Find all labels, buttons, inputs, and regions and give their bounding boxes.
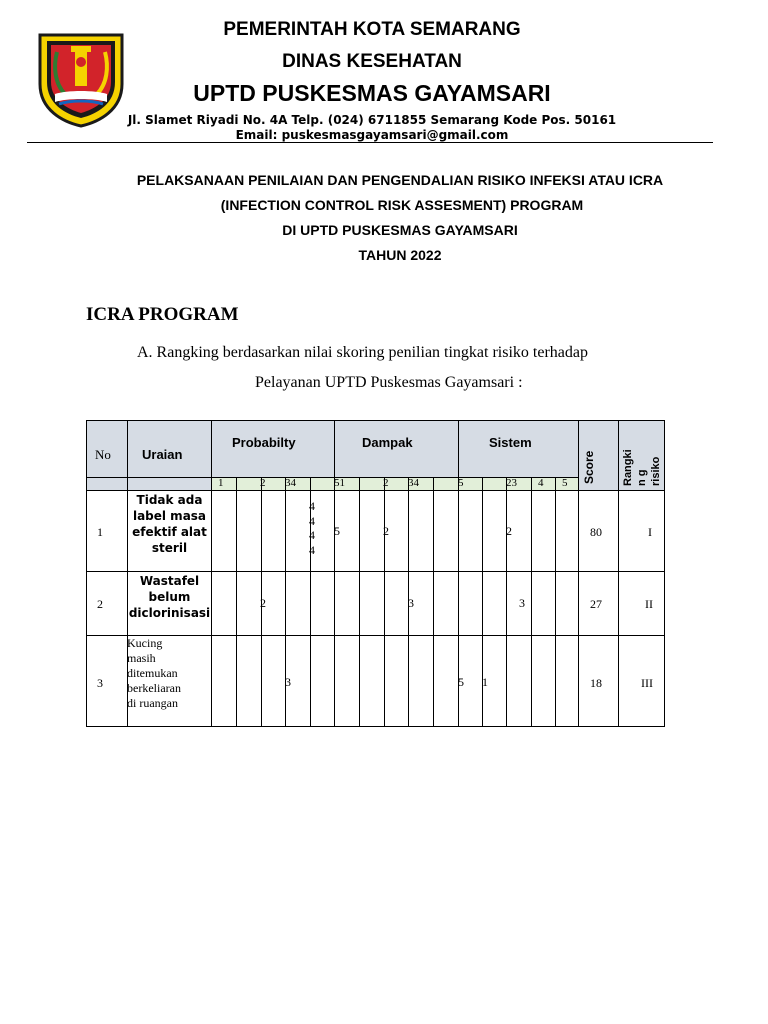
letterhead-email: Email: puskesmasgayamsari@gmail.com: [235, 128, 509, 142]
subheader-s23: 23: [506, 477, 517, 489]
title-line-3: DI UPTD PUSKESMAS GAYAMSARI: [282, 222, 518, 238]
subheader-p1: 1: [218, 477, 224, 489]
row-2-sistem-3: 3: [519, 596, 525, 610]
row-3-uraian: Kucing masih ditemukan berkeliaran di ruangan: [127, 636, 181, 710]
section-heading: ICRA PROGRAM: [86, 304, 239, 325]
subheader-s4: 4: [538, 477, 544, 489]
row-1-dampak-5: 5: [334, 524, 340, 538]
header-rank-line-3: risiko: [650, 456, 662, 486]
subheader-d51: 51: [334, 477, 345, 489]
subheader-s5b: 5: [562, 477, 568, 489]
header-rank-line-2: n g: [636, 469, 648, 486]
row-3-score: 18: [590, 676, 602, 690]
letterhead-line-1: PEMERINTAH KOTA SEMARANG: [223, 19, 521, 40]
header-rank-line-1: Rangki: [622, 449, 634, 486]
row-2-dampak-3: 3: [408, 596, 414, 610]
row-2-no: 2: [97, 597, 103, 611]
header-dampak: Dampak: [362, 435, 413, 450]
row-2-uraian: Wastafel belum diclorinisasi: [128, 574, 211, 620]
row-3-sistem-1: 1: [482, 675, 488, 689]
title-line-4: TAHUN 2022: [358, 247, 442, 263]
header-uraian: Uraian: [142, 447, 183, 462]
row-1-uraian: Tidak ada label masa efektif alat steril: [132, 493, 207, 555]
row-3-sistem-5: 5: [458, 675, 464, 689]
subheader-p34: 34: [285, 477, 296, 489]
subheader-p2: 2: [260, 477, 266, 489]
section-subtitle-line-1: A. Rangking berdasarkan nilai skoring penilian tingkat risiko terhadap: [137, 344, 588, 361]
letterhead-line-3: UPTD PUSKESMAS GAYAMSARI: [193, 80, 551, 106]
row-1-probability-values: 4 4 4 4: [309, 499, 315, 557]
row-1-sistem-2: 2: [506, 524, 512, 538]
letterhead-line-2: DINAS KESEHATAN: [282, 51, 462, 72]
title-line-2: (INFECTION CONTROL RISK ASSESMENT) PROGRAM: [220, 197, 584, 213]
row-3-rank: III: [641, 676, 653, 690]
row-2-rank: II: [645, 597, 653, 611]
row-1-no: 1: [97, 525, 103, 539]
header-sistem: Sistem: [489, 435, 532, 450]
header-score: Score: [582, 450, 596, 484]
subheader-d2: 2: [383, 477, 389, 489]
icra-table: [86, 420, 665, 727]
row-3-probability-3: 3: [285, 675, 291, 689]
title-line-1: PELAKSANAAN PENILAIAN DAN PENGENDALIAN RISIKO INFEKSI ATAU ICRA: [136, 172, 664, 188]
section-subtitle-line-2: Pelayanan UPTD Puskesmas Gayamsari :: [255, 374, 523, 391]
row-1-score: 80: [590, 525, 602, 539]
subheader-s5: 5: [458, 477, 464, 489]
letterhead-rule: [27, 142, 713, 143]
header-no: No: [95, 447, 111, 462]
row-2-probability-2: 2: [260, 596, 266, 610]
subheader-d34: 34: [408, 477, 419, 489]
row-3-no: 3: [97, 676, 103, 690]
row-1-dampak-2: 2: [383, 524, 389, 538]
letterhead-address: Jl. Slamet Riyadi No. 4A Telp. (024) 6711855 Semarang Kode Pos. 50161: [127, 113, 617, 127]
row-2-score: 27: [590, 597, 602, 611]
header-probability: Probabilty: [232, 435, 296, 450]
row-1-rank: I: [648, 525, 652, 539]
